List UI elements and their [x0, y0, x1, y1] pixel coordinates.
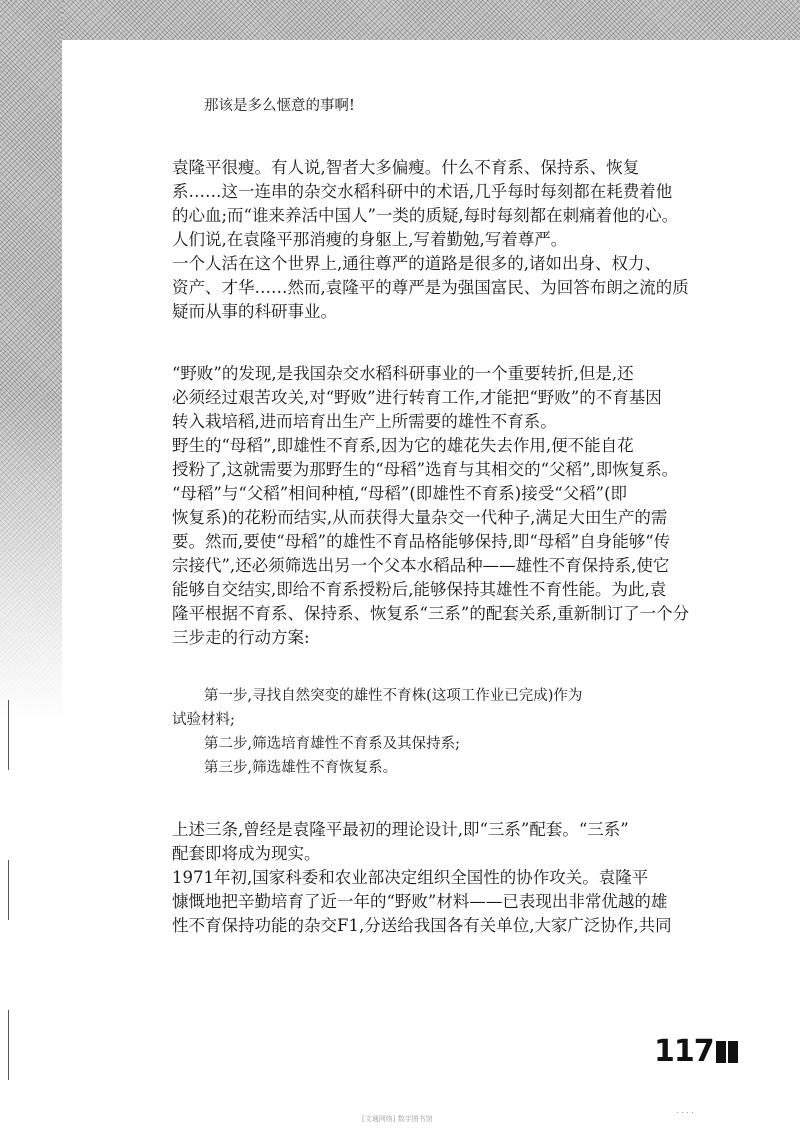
paragraph-line: 能够自交结实,即给不育系授粉后,能够保持其雄性不育性能。为此,袁 [172, 580, 667, 599]
page-number-block-icon [716, 1041, 726, 1063]
scan-edge-line [8, 860, 9, 920]
paragraph-line: 性不育保持功能的杂交F1,分送给我国各有关单位,大家广泛协作,共同 [172, 916, 672, 935]
paragraph-line: 要。然而,要使“母稻”的雄性不育品格能够保持,即“母稻”自身能够“传 [172, 532, 671, 551]
paragraph-line: 疑而从事的科研事业。 [172, 302, 337, 321]
plan-step-line: 第一步,寻找自然突变的雄性不育株(这项工作业已完成)作为 [204, 688, 583, 704]
paragraph-line: 宗接代”,还必须筛选出另一个父本水稻品种——雄性不育保持系,使它 [172, 556, 670, 575]
paragraph-line: 转入栽培稻,进而培育出生产上所需要的雄性不育系。 [172, 412, 557, 431]
paragraph-line: 上述三条,曾经是袁隆平最初的理论设计,即“三系”配套。“三系” [172, 820, 629, 839]
paragraph-line: 1971年初,国家科委和农业部决定组织全国性的协作攻关。袁隆平 [172, 868, 649, 887]
paragraph-line: 野生的“母稻”,即雄性不育系,因为它的雄花失去作用,便不能自花 [172, 436, 634, 455]
paragraph-gap [172, 324, 736, 362]
paragraph-gap [172, 650, 736, 684]
page-number-text: 117 [654, 1034, 714, 1069]
paragraph-line: 三步走的行动方案: [172, 628, 310, 647]
plan-step-line: 试验材料; [172, 712, 235, 728]
paragraph-line: 慷慨地把辛勤培育了近一年的“野败”材料——已表现出非常优越的雄 [172, 892, 668, 911]
paragraph-line: 人们说,在袁隆平那消瘦的身躯上,写着勤勉,写着尊严。 [172, 230, 568, 249]
paragraph-line: 必须经过艰苦攻关,对“野败”进行转育工作,才能把“野败”的不育基因 [172, 388, 662, 407]
paragraph-line: 系……这一连串的杂交水稻科研中的术语,几乎每时每刻都在耗费着他 [172, 182, 673, 201]
scan-noise-left [0, 0, 62, 720]
corner-mark: . . . . [676, 1106, 694, 1115]
page-body [172, 94, 736, 938]
page-number-block-icon [728, 1041, 738, 1063]
footer-watermark: [文通网络] 数字图书馆 [362, 1115, 433, 1123]
scan-edge-line [8, 700, 9, 770]
paragraph-line: 恢复系)的花粉而结实,从而获得大量杂交一代种子,满足大田生产的需 [172, 508, 668, 527]
paragraph-line: 授粉了,这就需要为那野生的“母稻”选育与其相交的“父稻”,即恢复系。 [172, 460, 679, 479]
scan-edge-line [8, 1010, 9, 1080]
plan-step-line: 第三步,筛选雄性不育恢复系。 [204, 760, 398, 776]
paragraph-gap [172, 780, 736, 818]
paragraph-line: “野败”的发现,是我国杂交水稻科研事业的一个重要转折,但是,还 [172, 364, 634, 383]
paragraph-line: 一个人活在这个世界上,通往尊严的道路是很多的,诸如出身、权力、 [172, 254, 661, 273]
paragraph-line: 的心血;而“谁来养活中国人”一类的质疑,每时每刻都在刺痛着他的心。 [172, 206, 679, 225]
plan-step-line: 第二步,筛选培育雄性不育系及其保持系; [204, 736, 460, 752]
paragraph-line: 袁隆平很瘦。有人说,智者大多偏瘦。什么不育系、保持系、恢复 [172, 158, 640, 177]
paragraph-line: 隆平根据不育系、保持系、恢复系“三系”的配套关系,重新制订了一个分 [172, 604, 690, 623]
page-number [654, 1034, 738, 1069]
paragraph-line: 配套即将成为现实。 [172, 844, 321, 863]
paragraph-line: 资产、才华……然而,袁隆平的尊严是为强国富民、为回答布朗之流的质 [172, 278, 689, 297]
scan-noise-top [0, 0, 800, 40]
paragraph-line: “母稻”与“父稻”相间种植,“母稻”(即雄性不育系)接受“父稻”(即 [172, 484, 628, 503]
paragraph-line: 那该是多么惬意的事啊! [204, 98, 355, 114]
paragraph-gap [172, 118, 736, 156]
